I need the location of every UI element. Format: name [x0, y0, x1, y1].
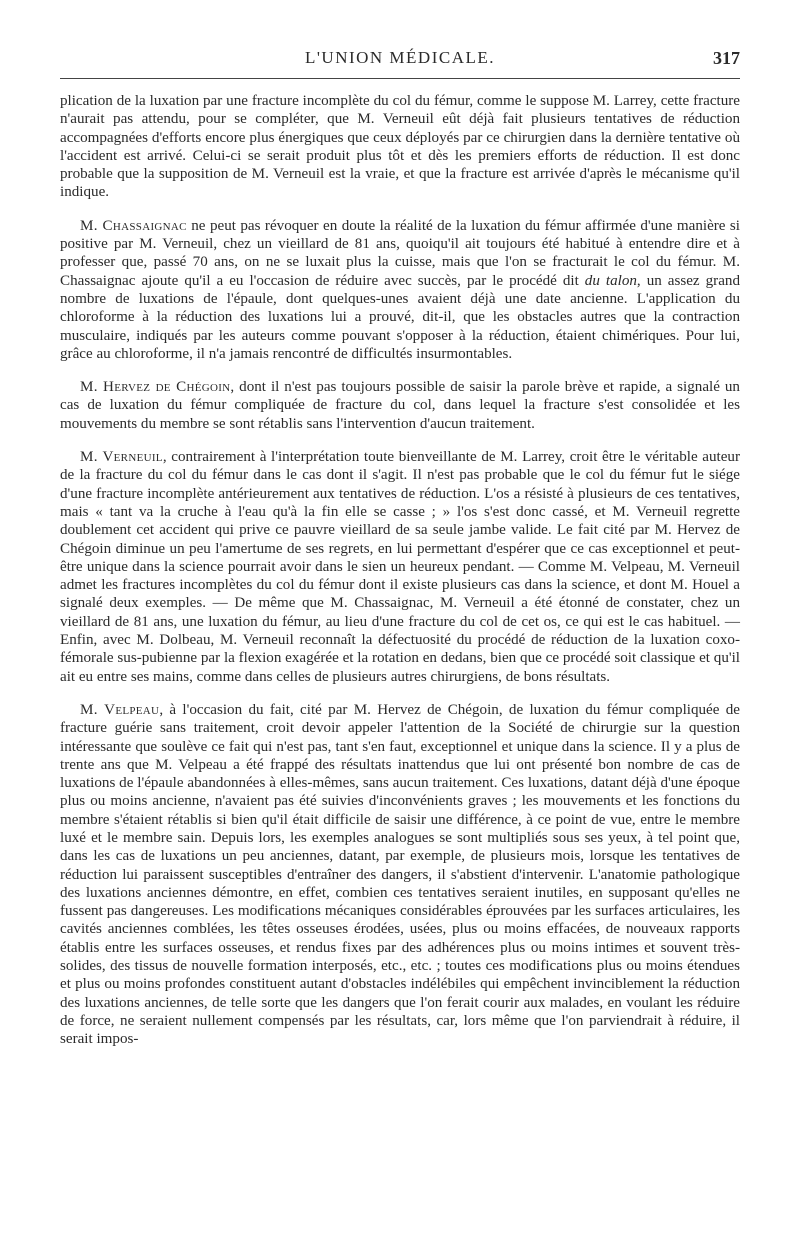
header-rule: [60, 78, 740, 79]
paragraph-velpeau: [60, 701, 740, 1049]
page-header: [60, 48, 740, 74]
paragraph-text-after: , un assez grand nombre de luxations de l'épaule, dont quelques-unes avaient déjà une date ancienne. L'application du chloroforme à la réduction des luxations lui a prouvé, dit-il, que les obstacles autres que la contraction musculaire, indiqués par les auteurs comme pouvant s'opposer à la réduction, étaient chimériques. Pour lui, grâce au chloroforme, il n'a jamais rencontré de difficultés insurmontables.: [60, 272, 740, 362]
paragraph-text: , dont il n'est pas toujours possible de saisir la parole brève et rapide, a signalé un cas de luxation du fémur compliquée de fracture du col, dans lequel la fracture s'est consolidée et les mouvements du membre se sont rétablis sans l'intervention d'aucun traitement.: [60, 379, 740, 432]
page-number: 317: [713, 48, 740, 68]
paragraph-chassaignac: [60, 217, 740, 363]
italic-term: du talon: [584, 272, 637, 289]
paragraph-continued: [60, 92, 740, 202]
paragraph-text: plication de la luxation par une fracture incomplète du col du fémur, comme le suppose M. Larrey, cette fracture n'aurait pas attendu, pour se compléter, que M. Verneuil eût déjà fait plusieurs tentatives de réduction accompagnées d'efforts encore plus énergiques que ceux déployés par ce chirurgien dans la dernière tentative où l'accident est arrivé. Celui-ci se serait produit plus tôt et dès les premiers efforts de réduction. Il est donc probable que la supposition de M. Verneuil est la vraie, et que la fracture est arrivée d'après le mécanisme qu'il indique.: [60, 93, 740, 201]
speaker-name: M. Velpeau: [80, 701, 160, 718]
running-title: L'UNION MÉDICALE.: [304, 48, 496, 67]
paragraph-text: , contrairement à l'interprétation toute bienveillante de M. Larrey, croit être le véritable auteur de la fracture du col du fémur dans le cas dont il s'agit. Il n'est pas probable que le col du fémur fut le siége d'une fracture incomplète antérieurement aux tentatives de réduction. L'os a résisté à plusieurs de ces tentatives, mais « tant va la cruche à l'eau qu'à la fin elle se casse ; » l'os s'est donc cassé, et M. Verneuil regrette doublement cet accident qui prive ce pauvre vieillard de sa seule jambe valide. Le fait cité par M. Hervez de Chégoin diminue un peu l'amertume de ses regrets, en lui permettant d'espérer que ce cas exceptionnel et peut-être unique dans la science pourrait avoir dans le sien un heureux pendant. — Comme M. Velpeau, M. Verneuil admet les fractures incomplètes du col du fémur dont il existe plusieurs cas dans la science, et dont M. Houel a signalé deux exemples. — De même que M. Chassaignac, M. Verneuil a été étonné de constater, chez un vieillard de 81 ans, une luxation du fémur, au lieu d'une fracture du col de cet os, ce qui est le cas habituel. — Enfin, avec M. Dolbeau, M. Verneuil reconnaît la défectuosité du procédé de réduction de la luxation coxo-fémorale sus-pubienne par la flexion exagérée et la rotation en dedans, bien que ce procédé soit classique et qu'il ait eu entre ses mains, comme dans celles de plusieurs autres chirurgiens, de bons résultats.: [60, 449, 740, 685]
paragraph-text: ne peut pas révoquer en doute la réalité de la luxation du fémur affirmée d'une manière si positive par M. Verneuil, chez un vieillard de 81 ans, quoiqu'il ait toujours été habitué à entendre dire et à professer que, passé 70 ans, on ne se luxait plus la cuisse, mais que l'on se fracturait le col du fémur. M. Chassaignac ajoute qu'il a eu l'occasion de réduire avec succès, par le procédé dit: [60, 217, 741, 289]
speaker-name: M. Chassaignac: [80, 217, 187, 234]
paragraph-text: , à l'occasion du fait, cité par M. Hervez de Chégoin, de luxation du fémur compliquée de fracture guérie sans traitement, croit devoir appeler l'attention de la Société de chirurgie sur la question intéressante que soulève ce fait qui n'est pas, tant s'en faut, exceptionnel et unique dans la science. Il y a plus de trente ans que M. Velpeau a été frappé des résultats inattendus que lui ont présenté bon nombre de cas de luxations de l'épaule abandonnées à elles-mêmes, sans aucun traitement. Ces luxations, datant déjà d'une époque plus ou moins ancienne, n'avaient pas été suivies d'inconvénients graves ; les mouvements et les fonctions du membre s'étaient rétablis si bien qu'il était difficile de saisir une différence, à ce point de vue, entre le membre luxé et le membre sain. Depuis lors, les exemples analogues se sont multipliés sous ses yeux, à tel point que, dans les cas de luxations un peu anciennes, datant, par exemple, de plusieurs mois, lorsque les tentatives de réduction lui paraissent susceptibles d'entraîner des dangers, il s'abstient d'intervenir. L'anatomie pathologique des luxations anciennes démontre, en effet, combien ces tentatives seraient inutiles, en supposant qu'elles ne fussent pas dangereuses. Les modifications mécaniques considérables éprouvées par les surfaces articulaires, les cavités anciennes comblées, les têtes osseuses érodées, usées, plus ou moins effacées, de nouveaux rapports établis entre les surfaces osseuses, et rendus fixes par des adhérences plus ou moins intimes et souvent très-solides, des tissus de nouvelle formation interposés, etc., etc. ; toutes ces modifications plus ou moins étendues et plus ou moins profondes constituent autant d'obstacles indélébiles qui empêchent invinciblement la réduction des luxations anciennes, de telle sorte que les dangers que l'on ferait courir aux malades, en voulant les réduire de force, ne seraient nullement compensés par les résultats, car, lors même que l'on parviendrait à réduire, il serait impos-: [60, 701, 741, 1048]
article-body: [60, 92, 740, 1064]
paragraph-hervez: [60, 378, 740, 433]
speaker-name: M. Verneuil: [80, 449, 163, 466]
speaker-name: M. Hervez de Chégoin: [80, 379, 231, 396]
paragraph-verneuil: [60, 448, 740, 686]
